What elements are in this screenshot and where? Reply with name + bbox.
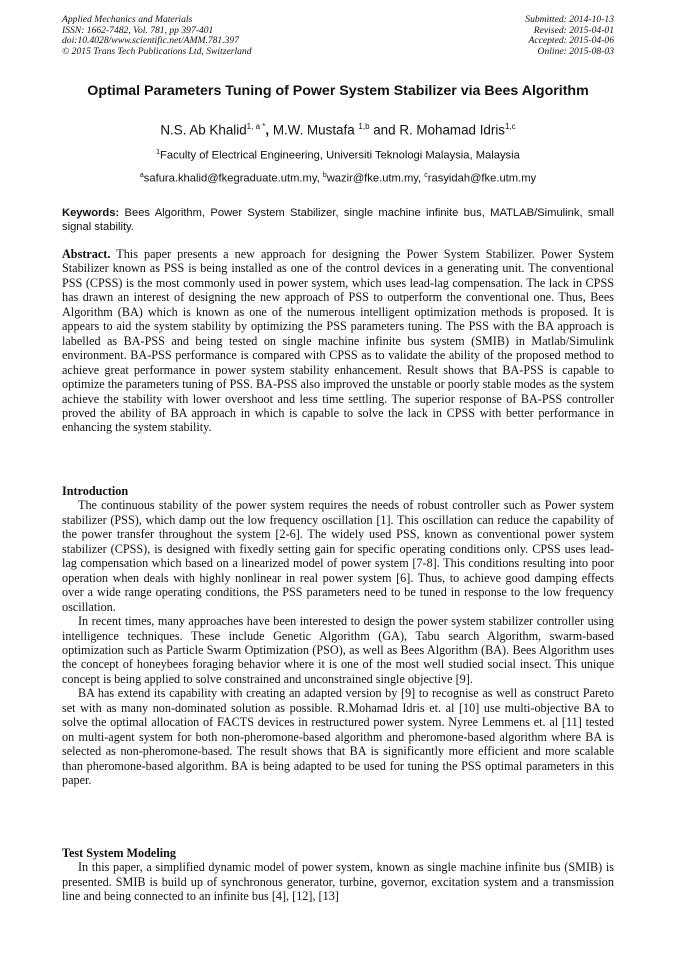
affiliation — [62, 149, 614, 162]
abstract-text: This paper presents a new approach for designing the Power System Stabilizer. Power System Stabilizer known as PSS is being installed as one of the control devices in a generating unit. The conventional PSS (CPSS) is the most commonly used in power system, which uses lead-lag compensation. The lack in CPSS has drawn an interest of designing the new approach of PSS to outperform the conventional one. Thus, Bees Algorithm (BA) which is known as one of the numerous intelligent optimization methods is proposed. It is appears to aid the system stability by optimizing the PSS parameters tuning. The PSS with the BA approach is labelled as BA-PSS and being tested on single machine infinite bus system (SMIB) in Matlab/Simulink environment. BA-PSS performance is compared with CPSS as to validate the ability of the proposed method to achieve great performance in power system stability enhancement. Result shows that BA-PSS is capable to optimize the parameters tuning of PSS. BA-PSS also improved the unstable or poorly stable modes as the system achieve the stability with lower overshoot and less time settling. The superior response of BA-PSS controller proved the ability of BA approach in which is capable to solve the lack in CPSS with better performance in enhancing the system stability. — [62, 247, 614, 435]
submission-dates — [525, 15, 614, 57]
keywords — [62, 206, 614, 235]
introduction-paragraph-1: The continuous stability of the power system requires the needs of robust controller such as Power system stabilizer (PSS), which damp out the low frequency oscillation [1]. This oscillation can reduce the capability of the power transfer throughout the system [2-6]. The widely used PSS, known as conventional power system stabilizer (CPSS), is designed with fixedly setting gain for specific operating conditions only. CPSS uses lead-lag compensation which based on a linearized model of power system [7-8]. This conditions resulting into poor operation when deals with highly nonlinear in real power system [6]. Thus, to achieve good damping effects over a wide range operating conditions, the PSS parameters need to be tuned in response to the low frequency oscillation. — [62, 498, 614, 614]
email-a[interactable]: safura.khalid@fkegraduate.utm.my, — [143, 172, 323, 185]
keywords-label: Keywords: — [62, 207, 120, 219]
date-accepted: Accepted: 2015-04-06 — [528, 35, 614, 47]
keywords-text: Bees Algorithm, Power System Stabilizer, single machine infinite bus, MATLAB/Simulink, small signal stability. — [62, 207, 614, 234]
test-system-heading: Test System Modeling — [62, 846, 176, 860]
test-system-paragraph-1: In this paper, a simplified dynamic model of power system, known as single machine infinite bus (SMIB) is presented. SMIB is build up of synchronous generator, turbine, governor, excitation system and a transmission line and being connected to an infinite bus [4], [12], [13] — [62, 860, 614, 904]
journal-issn: ISSN: 1662-7482, Vol. 781, pp 397-401 — [62, 24, 214, 36]
author-2: M.W. Mustafa — [272, 122, 359, 138]
test-system-section — [62, 846, 614, 904]
author-1-affil: 1, a * — [246, 122, 266, 131]
journal-name: Applied Mechanics and Materials — [62, 14, 193, 25]
email-b-marker: b — [322, 172, 327, 179]
journal-copyright: © 2015 Trans Tech Publications Ltd, Switzerland — [62, 45, 252, 57]
email-b[interactable]: wazir@fke.utm.my, — [326, 172, 425, 185]
paper-title: Optimal Parameters Tuning of Power System Stabilizer via Bees Algorithm — [87, 83, 589, 99]
email-c[interactable]: rasyidah@fke.utm.my — [427, 172, 537, 185]
introduction-paragraph-3: BA has extend its capability with creating an adapted version by [9] to recognise as well as construct Pareto set with as many non-dominated solution as possible. R.Mohamad Idris et. al [10] use multi-objective BA to solve the optimal allocation of FACTS devices in restructured power system. Nyree Lemmens et. al [11] tested on multi-agent system for both non-pheromone-based algorithm and pheromone-based algorithm where BA is selected as non-pheromone-based. The result shows that BA is significantly more efficient and more scalable than pheromone-based algorithm. BA is being adapted to be used for tuning the PSS optimal parameters in this paper. — [62, 686, 614, 788]
email-c-marker: c — [424, 172, 428, 179]
author-emails — [62, 172, 614, 185]
affiliation-text: Faculty of Electrical Engineering, Universiti Teknologi Malaysia, Malaysia — [160, 149, 520, 162]
date-online: Online: 2015-08-03 — [537, 45, 614, 57]
introduction-heading: Introduction — [62, 484, 129, 498]
author-list — [62, 122, 614, 137]
author-2-affil: 1,b — [358, 122, 370, 131]
introduction-paragraph-2: In recent times, many approaches have been interested to design the power system stabilizer controller using intelligence techniques. These include Genetic Algorithm (GA), Tabu search Algorithm, swarm-based optimization such as Particle Swarm Optimization (PSO), as well as Bees Algorithm (BA). Bees Algorithm uses the concept of honeybees foraging behavior where it is one of the most well studied social insect. This unique concept is being applied to solve constrained and unconstrained single objective [9]. — [62, 614, 614, 686]
abstract-label: Abstract. — [62, 247, 111, 261]
introduction-section — [62, 484, 614, 788]
affiliation-marker: 1 — [156, 149, 161, 156]
author-separator: , — [265, 122, 273, 138]
abstract — [62, 247, 614, 435]
journal-doi: doi:10.4028/www.scientific.net/AMM.781.397 — [62, 35, 240, 47]
email-a-marker: a — [139, 172, 144, 179]
date-revised: Revised: 2015-04-01 — [533, 24, 614, 36]
author-3-affil: 1,c — [505, 122, 516, 131]
journal-info — [62, 15, 252, 57]
author-1: N.S. Ab Khalid — [160, 122, 247, 138]
date-submitted: Submitted: 2014-10-13 — [525, 14, 614, 25]
author-and: and — [369, 122, 400, 138]
author-3: R. Mohamad Idris — [399, 122, 505, 138]
